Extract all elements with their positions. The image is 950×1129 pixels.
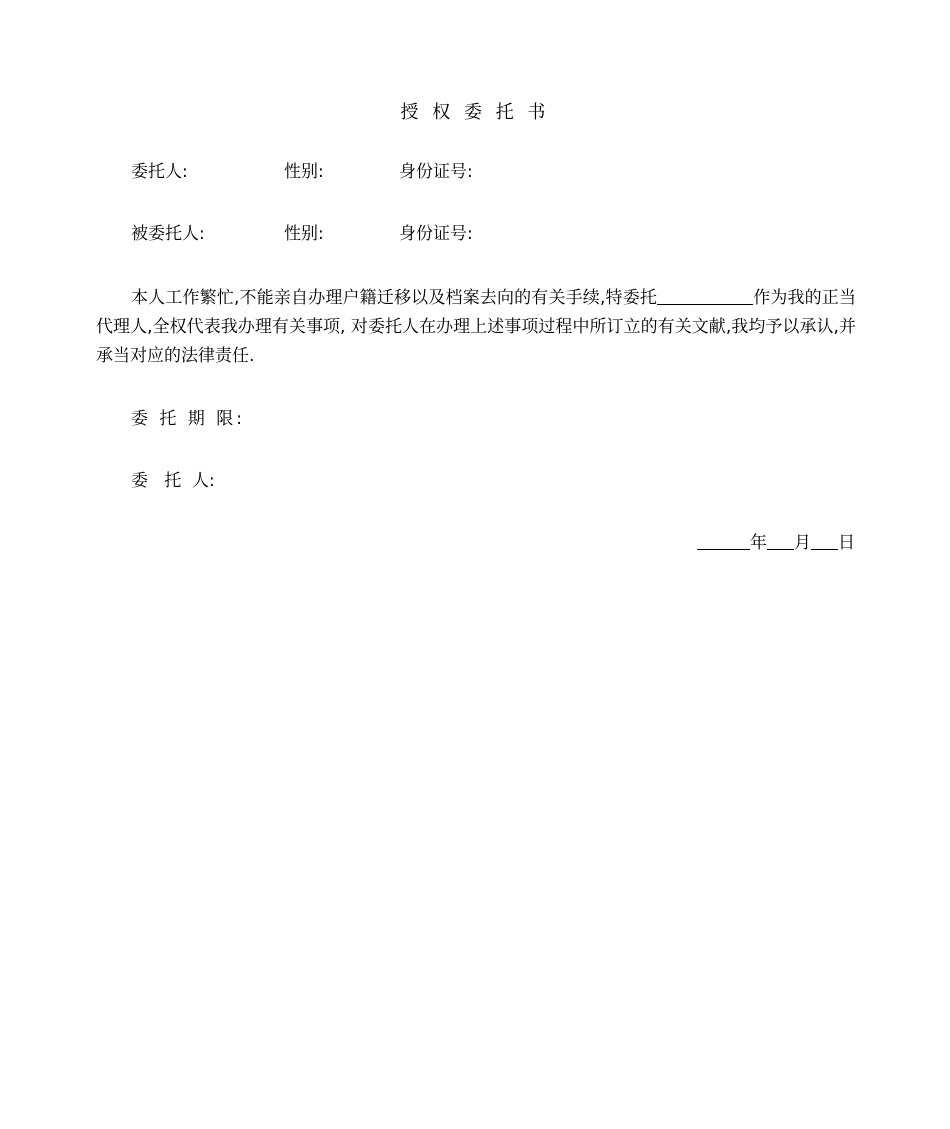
signer-label: 委 托 人:: [131, 471, 215, 491]
principal-id-label: 身份证号:: [399, 162, 473, 182]
paragraph-text-end: 作为我的正当代理人,全权代表我办理有关事项, 对委托人在办理上述事项过程中所订立的有关文献,我均予以承认,并承当对应的法律责任.: [96, 288, 857, 366]
year-label: 年: [750, 533, 767, 553]
agent-id-label: 身份证号:: [399, 224, 473, 244]
month-label: 月: [794, 533, 811, 553]
day-label: 日: [838, 533, 855, 553]
day-blank: [811, 531, 838, 550]
principal-gender-label: 性别:: [284, 162, 324, 182]
principal-name-label: 委托人:: [131, 162, 188, 182]
authorization-paragraph: [96, 284, 856, 371]
month-blank: [767, 531, 794, 550]
paragraph-text-start: 本人工作繁忙,不能亲自办理户籍迁移以及档案去向的有关手续,特委托: [131, 288, 658, 308]
year-blank: [697, 531, 750, 550]
agent-name-blank: [657, 286, 753, 305]
document-title: 授 权 委 托 书: [400, 102, 550, 123]
term-label: 委 托 期 限:: [131, 409, 245, 429]
agent-gender-label: 性别:: [284, 224, 324, 244]
agent-name-label: 被委托人:: [131, 224, 205, 244]
date-line: [697, 528, 855, 553]
